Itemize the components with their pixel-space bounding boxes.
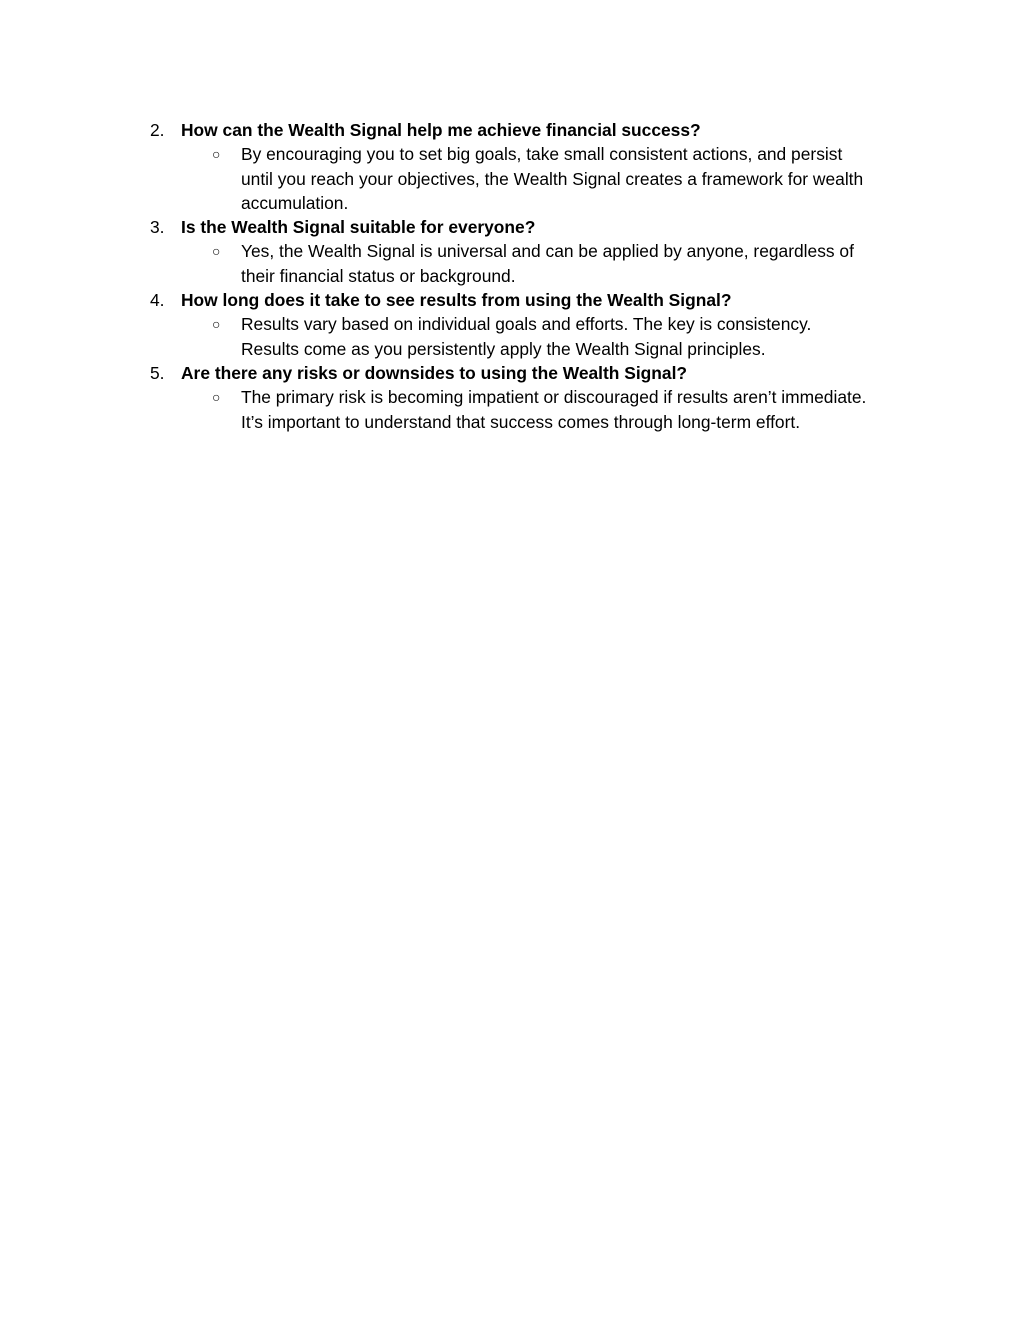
question-text: How can the Wealth Signal help me achieve financial success? <box>181 120 701 140</box>
answer-line: until you reach your objectives, the Wealth Signal creates a framework for wealth <box>241 168 864 189</box>
faq-question <box>150 215 920 239</box>
question-text: Are there any risks or downsides to using the Wealth Signal? <box>181 362 688 383</box>
faq-item <box>150 361 920 434</box>
item-number: 4. <box>150 290 165 311</box>
faq-answer <box>212 385 921 434</box>
answer-line: Results come as you persistently apply the Wealth Signal principles. <box>241 338 766 359</box>
answer-line: By encouraging you to set big goals, take small consistent actions, and persist <box>241 144 843 165</box>
answer-line: accumulation. <box>241 192 349 213</box>
faq-question <box>150 361 920 385</box>
faq-question <box>150 288 920 312</box>
answer-line: Results vary based on individual goals and efforts. The key is consistency. <box>241 314 812 335</box>
hollow-circle-bullet-icon: ○ <box>212 146 221 163</box>
answer-line: their financial status or background. <box>241 265 516 286</box>
faq-question <box>150 118 920 142</box>
item-number: 3. <box>150 217 165 238</box>
question-text: How long does it take to see results from using the Wealth Signal? <box>181 290 732 311</box>
hollow-circle-bullet-icon: ○ <box>212 389 221 406</box>
faq-item <box>150 118 920 215</box>
faq-answer <box>212 312 921 361</box>
faq-item <box>150 288 920 361</box>
faq-item <box>150 215 920 288</box>
hollow-circle-bullet-icon: ○ <box>212 316 221 333</box>
answer-line: Yes, the Wealth Signal is universal and can be applied by anyone, regardless of <box>241 241 854 262</box>
faq-answer <box>212 142 921 215</box>
answer-line: It’s important to understand that success comes through long-term effort. <box>241 411 801 432</box>
item-number: 5. <box>150 362 165 383</box>
answer-line: The primary risk is becoming impatient or discouraged if results aren’t immediate. <box>241 387 867 408</box>
faq-answer <box>212 239 921 288</box>
item-number: 2. <box>150 120 165 140</box>
hollow-circle-bullet-icon: ○ <box>212 243 221 260</box>
faq-list <box>150 118 920 434</box>
question-text: Is the Wealth Signal suitable for everyone? <box>181 217 536 238</box>
